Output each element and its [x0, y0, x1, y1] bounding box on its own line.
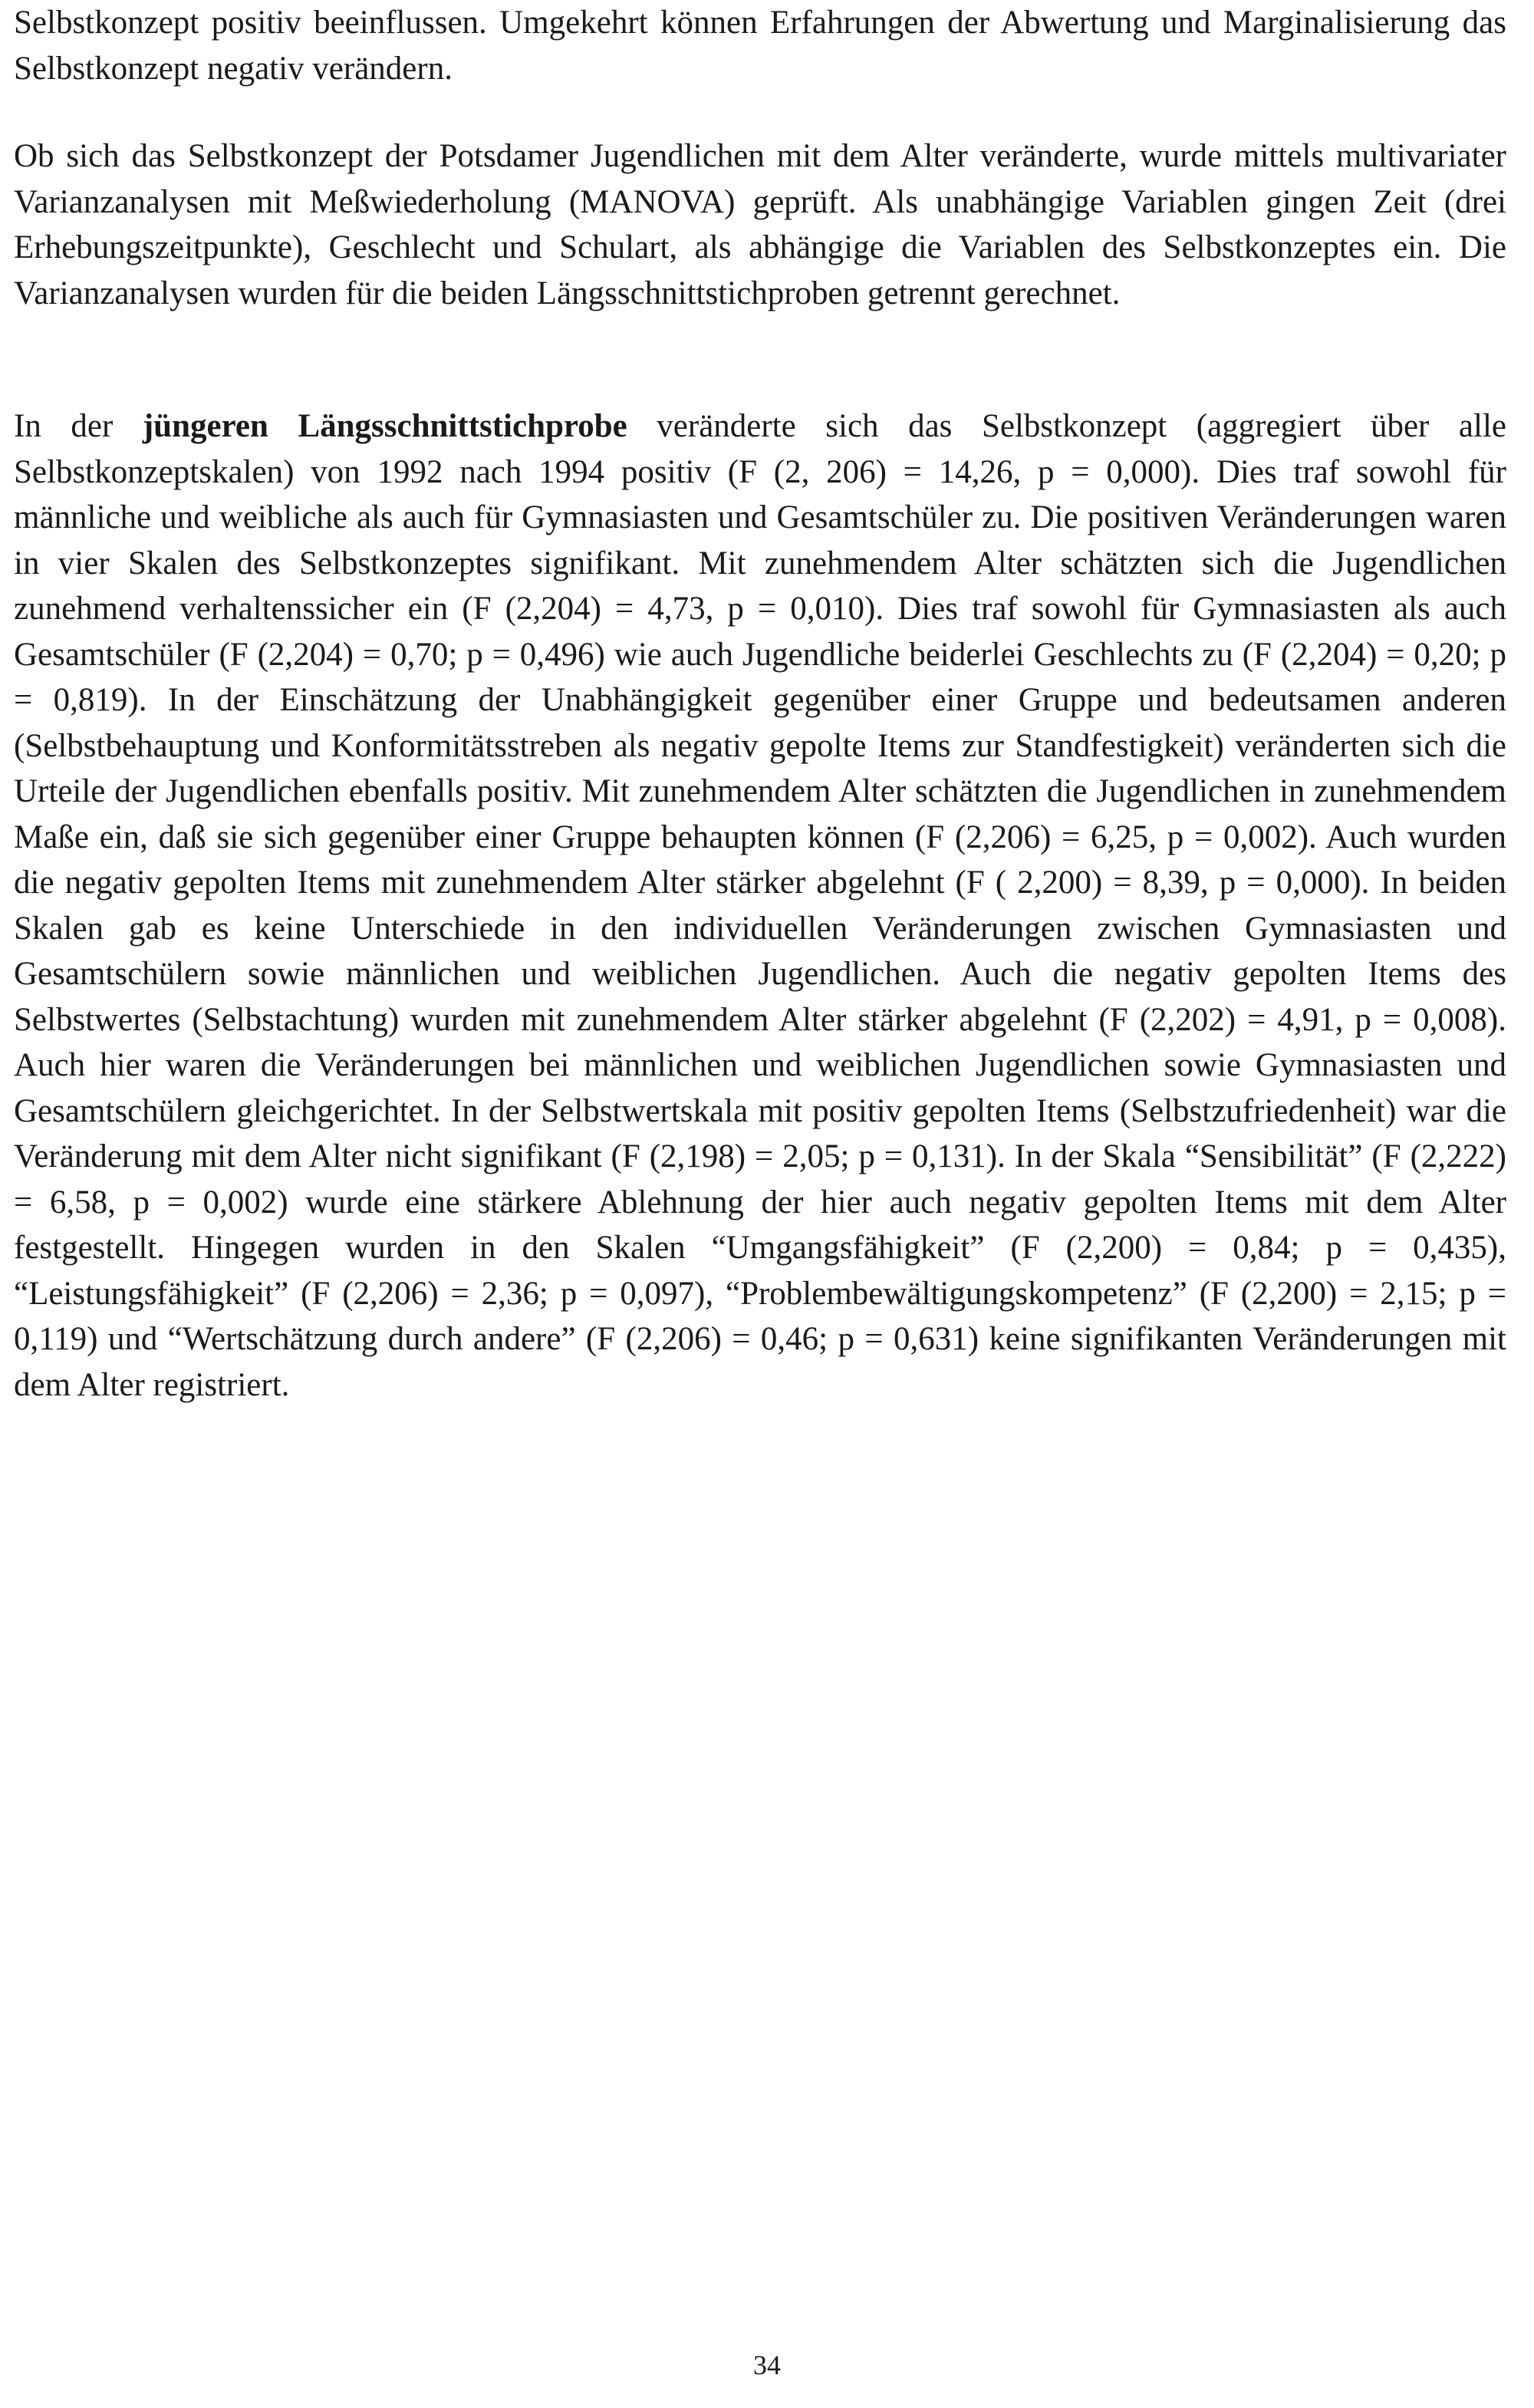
paragraph-method: Ob sich das Selbstkonzept der Potsdamer Jugendlichen mit dem Alter veränderte, wurde mittels multivariater Varianzanalysen mit Meßwiederholung (MANOVA) geprüft. Als unabhängige Variablen gingen Zeit (drei Erhebungszeitpunkte), Geschlecht und Schulart, als abhängige die Variablen des Selbstkonzeptes ein. Die Varianzanalysen wurden für die beiden Längsschnittstichproben getrennt gerechnet.	[14, 138, 1506, 311]
paragraph-results-younger-sample	[14, 404, 1506, 1408]
page-number: 34	[753, 2350, 781, 2380]
bold-term-younger-longitudinal-sample: jüngeren Längsschnittstichprobe	[142, 408, 627, 444]
paragraph-continuation: Selbstkonzept positiv beeinflussen. Umgekehrt können Erfahrungen der Abwertung und Marginalisierung das Selbstkonzept negativ verändern.	[14, 5, 1506, 87]
paragraph-body: veränderte sich das Selbstkonzept (aggregiert über alle Selbstkonzeptskalen) von 1992 nach 1994 positiv (F (2, 206) = 14,26, p = 0,000). Dies traf sowohl für männliche und weibliche als auch für Gymnasiasten und Gesamtschüler zu. Die positiven Veränderungen waren in vier Skalen des Selbstkonzeptes signifikant. Mit zunehmendem Alter schätzten sich die Jugendlichen zunehmend verhaltenssicher ein (F (2,204) = 4,73, p = 0,010). Dies traf sowohl für Gymnasiasten als auch Gesamtschüler (F (2,204) = 0,70; p = 0,496) wie auch Jugendliche beiderlei Geschlechts zu (F (2,204) = 0,20; p = 0,819). In der Einschätzung der Unabhängigkeit gegenüber einer Gruppe und bedeutsamen anderen (Selbstbehauptung und Konformitätsstreben als negativ gepolte Items zur Standfestigkeit) veränderten sich die Urteile der Jugendlichen ebenfalls positiv. Mit zunehmendem Alter schätzten die Jugendlichen in zunehmendem Maße ein, daß sie sich gegenüber einer Gruppe behaupten können (F (2,206) = 6,25, p = 0,002). Auch wurden die negativ gepolten Items mit zunehmendem Alter stärker abgelehnt (F ( 2,200) = 8,39, p = 0,000). In beiden Skalen gab es keine Unterschiede in den individuellen Veränderungen zwischen Gymnasiasten und Gesamtschülern sowie männlichen und weiblichen Jugendlichen. Auch die negativ gepolten Items des Selbstwertes (Selbstachtung) wurden mit zunehmendem Alter stärker abgelehnt (F (2,202) = 4,91, p = 0,008). Auch hier waren die Veränderungen bei männlichen und weiblichen Jugendlichen sowie Gymnasiasten und Gesamtschülern gleichgerichtet. In der Selbstwertskala mit positiv gepolten Items (Selbstzufriedenheit) war die Veränderung mit dem Alter nicht signifikant (F (2,198) = 2,05; p = 0,131). In der Skala “Sensibilität” (F (2,222) = 6,58, p = 0,002) wurde eine stärkere Ablehnung der hier auch negativ gepolten Items mit dem Alter festgestellt. Hingegen wurden in den Skalen “Umgangsfähigkeit” (F (2,200) = 0,84; p = 0,435), “Leistungsfähigkeit” (F (2,206) = 2,36; p = 0,097), “Problembewältigungskompetenz” (F (2,200) = 2,15; p = 0,119) und “Wertschätzung durch andere” (F (2,206) = 0,46; p = 0,631) keine signifikanten Veränderungen mit dem Alter registriert.	[14, 408, 1506, 1403]
paragraph-intro: In der	[14, 408, 143, 444]
